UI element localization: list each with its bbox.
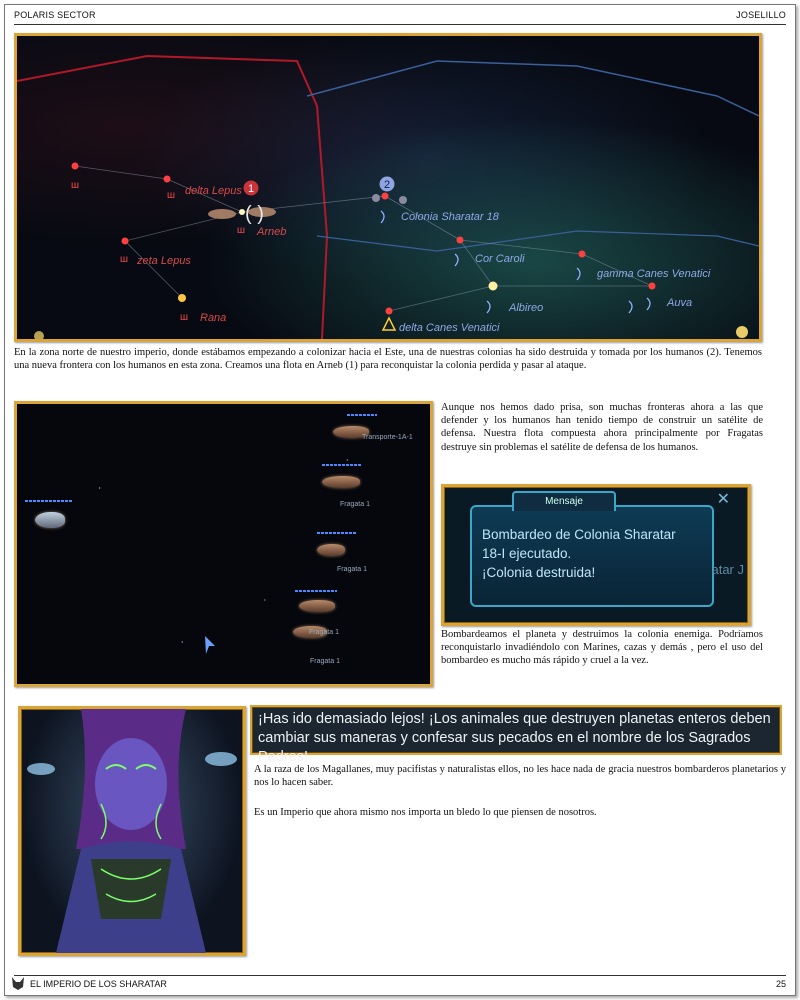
star-map-svg	[17, 36, 759, 339]
svg-text:ш: ш	[167, 190, 176, 201]
message-dialog	[470, 496, 714, 607]
header-rule	[14, 24, 786, 25]
paragraph-empire: Es un Imperio que ahora mismo nos importa un bledo lo que piensen de nosotros.	[254, 807, 597, 818]
message-bg-text: atar J	[711, 562, 744, 577]
star-map-image	[14, 33, 762, 342]
page-number: 25	[775, 979, 786, 989]
ship-label-6: Fragata 1	[310, 658, 340, 665]
marker-1: 1	[247, 183, 255, 195]
label-gamma-canes: gamma Canes Venatici	[597, 268, 711, 280]
blue-border	[307, 61, 759, 116]
label-delta-lepus: delta Lepus	[185, 185, 242, 197]
label-delta-canes: delta Canes Venatici	[399, 322, 500, 334]
battle-image	[14, 401, 433, 687]
red-stars	[72, 163, 656, 315]
banner-quote: ¡Has ido demasiado lejos! ¡Los animales que destruyen planetas enteros deben cambiar sus maneras y confesar sus pecados en el nombre de los Sagrados Padres!	[250, 705, 782, 755]
header-right: JOSELILLO	[736, 10, 786, 20]
message-image	[441, 484, 751, 626]
footer-rule	[14, 975, 786, 976]
header-left: POLARIS SECTOR	[14, 10, 96, 20]
blue-border-2	[317, 231, 759, 251]
svg-text:( ): ( )	[245, 203, 264, 225]
svg-text:ш: ш	[237, 225, 246, 236]
ship-label-1: Transporte-1A-1	[362, 434, 413, 441]
message-title: Mensaje	[512, 491, 616, 511]
ship-label-2: Fragata 1	[340, 501, 370, 508]
svg-text:ш: ш	[120, 254, 129, 265]
message-line-2: 18-I ejecutado.	[482, 546, 572, 561]
paragraph-intro: En la zona norte de nuestro imperio, donde estábamos empezando a colonizar hacia el Este, una de nuestras colonias ha sido destruida y tomada por los humanos (2). Tenemos una nueva frontera con los humanos en esta zona. Creamos una flota en Arneb (1) para reconquistar la colonia perdida y pasar al ataque.	[14, 347, 762, 372]
message-line-1: Bombardeo de Colonia Sharatar	[482, 527, 676, 542]
ship-label-5: Fragata 1	[309, 629, 339, 636]
paragraph-magallanes: A la raza de los Magallanes, muy pacifistas y naturalistas ellos, no les hace nada de gracia nuestros bombarderos planetarios y nos lo hacen saber.	[254, 764, 786, 789]
alien-portrait-image	[18, 706, 246, 956]
paragraph-defense: Aunque nos hemos dado prisa, son muchas fronteras ahora a las que defender y los humanos han tenido tiempo de construir un satélite de defensa. Nuestra flota compuesta ahora principalmente por Fragatas destruye sin problemas el satélite de defensa de los humanos.	[441, 402, 763, 453]
label-auva: Auva	[667, 297, 693, 309]
svg-text:ш: ш	[71, 180, 80, 191]
label-cor-caroli: Cor Caroli	[475, 253, 525, 265]
svg-text:ш: ш	[180, 312, 189, 323]
label-albireo: Albireo	[509, 302, 544, 314]
close-icon: ✕	[716, 489, 730, 508]
label-colonia-sharatar: Colonia Sharatar 18	[401, 211, 499, 223]
paragraph-bombard: Bombardeamos el planeta y destruimos la colonia enemiga. Podríamos reconquistarlo invadiéndolo con Marines, cazas y demás , pero el uso del bombardeo es mucho más rápido y cruel a la vez.	[441, 629, 763, 667]
ship-label-3: Fragata 1	[337, 566, 367, 573]
marker-2: 2	[383, 179, 391, 191]
message-line-3: ¡Colonia destruida!	[482, 565, 596, 580]
label-rana: Rana	[200, 312, 227, 324]
label-arneb: Arneb	[257, 226, 287, 238]
sharatar-logo-icon	[10, 975, 26, 991]
label-zeta-lepus: zeta Lepus	[137, 255, 191, 267]
footer-title: EL IMPERIO DE LOS SHARATAR	[30, 979, 167, 989]
